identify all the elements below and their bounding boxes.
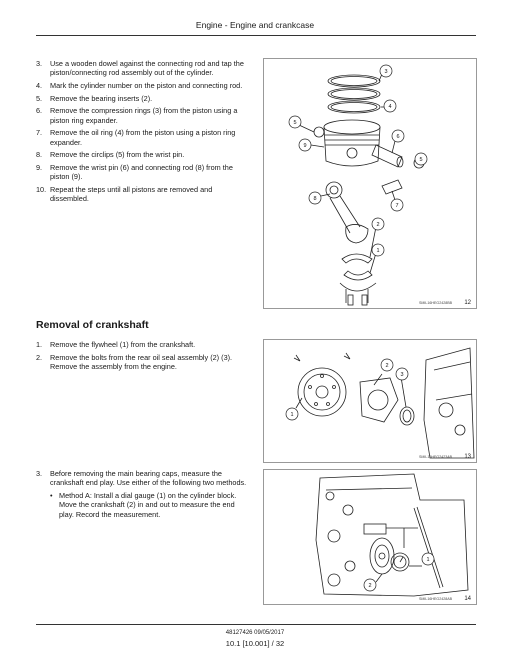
list-item: 5. Remove the bearing inserts (2). <box>36 93 153 103</box>
callout-2: 2 <box>376 222 380 228</box>
callout-1: 1 <box>376 248 380 254</box>
list-item: 7. Remove the oil ring (4) from the piston using a piston ring expander. <box>36 128 236 147</box>
list-item: 10. Repeat the steps until all pistons are removed and dissembled. <box>36 184 213 204</box>
callout-5b: 5 <box>419 157 423 163</box>
figure-piston-exploded <box>263 58 477 309</box>
list-item: 9. Remove the wrist pin (6) and connecting rod (8) from the piston (9). <box>36 162 233 182</box>
list-item: 3. Use a wooden dowel against the connecting rod and tap the piston/connecting rod assembly out of the cylinder. <box>36 59 244 78</box>
list-item: 1. Remove the flywheel (1) from the crankshaft. <box>36 340 196 349</box>
figure-code: SMIL16HEG2428AB <box>419 597 452 601</box>
callout-2: 2 <box>368 583 372 589</box>
callout-1: 1 <box>426 557 430 563</box>
callout-6: 6 <box>396 134 400 140</box>
callout-1: 1 <box>290 412 294 418</box>
figure-dial-gauge <box>263 469 477 605</box>
callout-3: 3 <box>384 69 388 75</box>
callout-5: 5 <box>293 120 297 126</box>
crankshaft-steps-2 <box>36 469 251 522</box>
callout-3: 3 <box>400 372 404 378</box>
footer-page-number: 10.1 [10.001] / 32 <box>225 639 285 648</box>
flywheel-drawing <box>264 340 476 462</box>
list-item: 2. Remove the bolts from the rear oil seal assembly (2) (3). Remove the assembly from the engine. <box>36 352 233 371</box>
callout-9: 9 <box>303 143 307 149</box>
figure-code: SMIL16HEG2428BB <box>419 301 452 305</box>
piston-exploded-drawing <box>264 59 476 308</box>
figure-number: 14 <box>464 596 471 602</box>
list-item: 4. Mark the cylinder number on the piston and connecting rod. <box>36 81 243 90</box>
callout-8: 8 <box>313 196 317 202</box>
callout-4: 4 <box>388 104 392 110</box>
header-rule <box>36 35 476 36</box>
page-header: Engine - Engine and crankcase <box>195 20 315 30</box>
callout-2: 2 <box>385 363 389 369</box>
dial-gauge-drawing <box>264 470 476 604</box>
footer-rule <box>36 624 476 625</box>
footer-doc-number: 48127426 09/05/2017 <box>225 630 285 636</box>
figure-code: SMIL16HEG2423AB <box>419 455 452 459</box>
figure-number: 12 <box>464 300 471 306</box>
section-title-crankshaft: Removal of crankshaft <box>36 319 149 331</box>
crankshaft-steps-1 <box>36 340 251 375</box>
figure-flywheel-seal <box>263 339 477 463</box>
list-item: 6. Remove the compression rings (3) from the piston using a piston ring expander. <box>36 106 238 125</box>
figure-number: 13 <box>464 454 471 460</box>
list-item: 3. Before removing the main bearing caps, measure the crankshaft end play. Use either of the following two methods. • Method A: Install a dial gauge (1) on the cylinder block. Move the crankshaft (2) in and out to measure the end play. Record the measurement. <box>36 469 251 519</box>
sub-bullet-method-a: • Method A: Install a dial gauge (1) on the cylinder block. Move the crankshaft (2) in and out to measure the end play. Record the measurement. <box>50 490 237 519</box>
list-item: 8. Remove the circlips (5) from the wrist pin. <box>36 150 185 160</box>
piston-removal-steps <box>36 59 251 207</box>
callout-7: 7 <box>395 203 399 209</box>
